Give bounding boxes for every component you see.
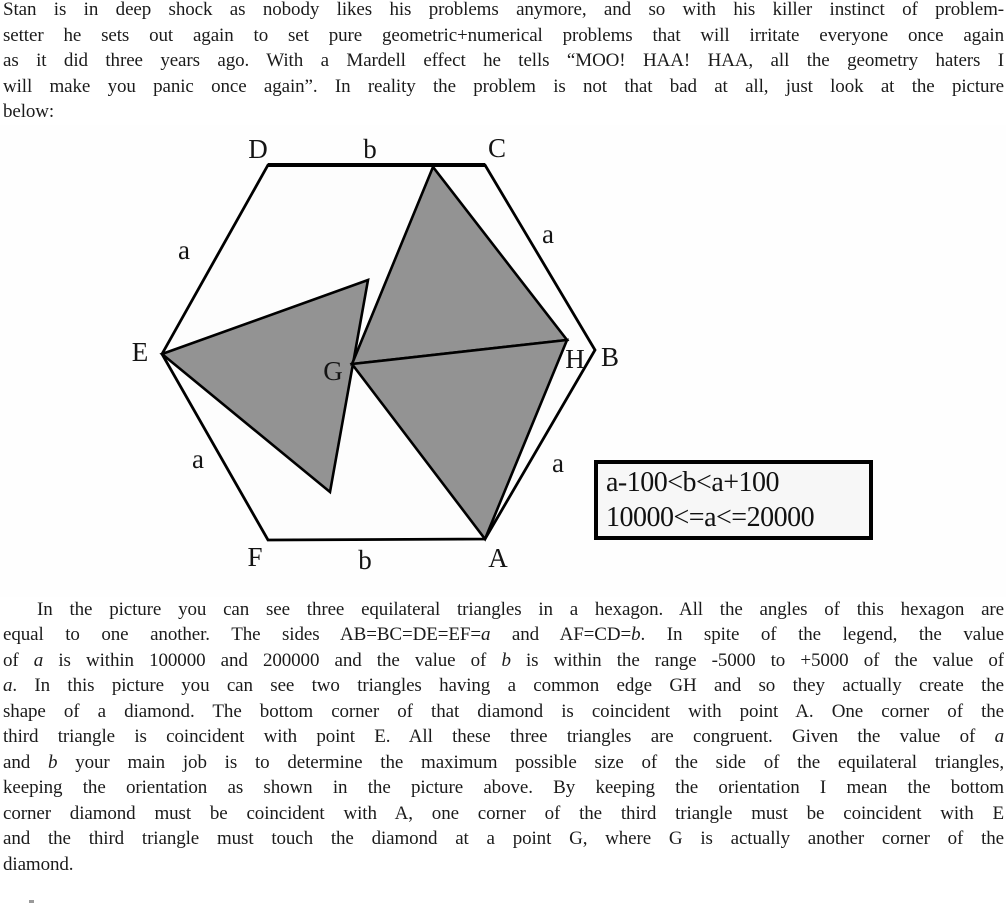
text-line: equal to one another. The sides AB=BC=DE=EF=a and AF=CD=b. In spite of the legend, the value [3, 624, 1004, 645]
text-line: corner diamond must be coincident with A, one corner of the third triangle must be coincident with E [3, 802, 1004, 824]
text-line: and b your main job is to determine the maximum possible size of the side of the equilateral triangles, [3, 751, 1004, 773]
problem-paragraph [3, 597, 1004, 878]
legend-line-a-constraint: 10000<=a<=20000 [606, 501, 815, 533]
text-line: shape of a diamond. The bottom corner of that diamond is coincident with point A. One corner of the [3, 700, 1004, 722]
label-H: H [565, 343, 585, 374]
label-a-lower-right: a [552, 447, 564, 478]
text-line: setter he sets out again to set pure geometric+numerical problems that will irritate everyone once again [3, 24, 1004, 46]
label-C: C [487, 132, 507, 163]
text-line: diamond. [3, 853, 74, 875]
text-line: below: [3, 101, 55, 122]
label-b-top: b [363, 133, 377, 164]
label-F: F [247, 541, 263, 572]
label-a-upper-left: a [178, 234, 190, 265]
text-line: third triangle is coincident with point E. All these three triangles are congruent. Given the value of a [3, 726, 1004, 747]
text-line: and the third triangle must touch the diamond at a point G, where G is actually another corner of the [3, 828, 1004, 849]
legend-line-b-constraint: a-100<b<a+100 [606, 466, 780, 498]
label-D: D [248, 133, 268, 164]
text-line: of a is within 100000 and 200000 and the value of b is within the range -5000 to +5000 of the value of [3, 649, 1004, 671]
text-line: a. In this picture you can see two triangles having a common edge GH and so they actually create the [3, 675, 1004, 696]
text-line: In the picture you can see three equilateral triangles in a hexagon. All the angles of this hexagon are [37, 598, 1004, 620]
label-A: A [488, 542, 508, 573]
text-line: keeping the orientation as shown in the picture above. By keeping the orientation I mean the bottom [3, 777, 1004, 798]
text-line: as it did three years ago. With a Mardell effect he tells “MOO! HAA! HAA, all the geometry haters I [3, 50, 1004, 71]
label-b-bottom: b [358, 544, 372, 575]
geometry-figure [0, 125, 1006, 597]
label-E: E [131, 336, 149, 367]
text-line: Stan is in deep shock as nobody likes his problems anymore, and so with his killer instinct of problem- [3, 0, 1004, 20]
cutoff-text-artifact [29, 900, 34, 903]
legend-box [594, 460, 873, 540]
intro-paragraph [3, 0, 1004, 125]
label-a-lower-left: a [192, 443, 204, 474]
label-G: G [323, 355, 343, 386]
label-B: B [600, 341, 620, 372]
text-line: will make you panic once again”. In reality the problem is not that bad at all, just look at the picture [3, 75, 1004, 97]
label-a-upper-right: a [542, 218, 554, 249]
